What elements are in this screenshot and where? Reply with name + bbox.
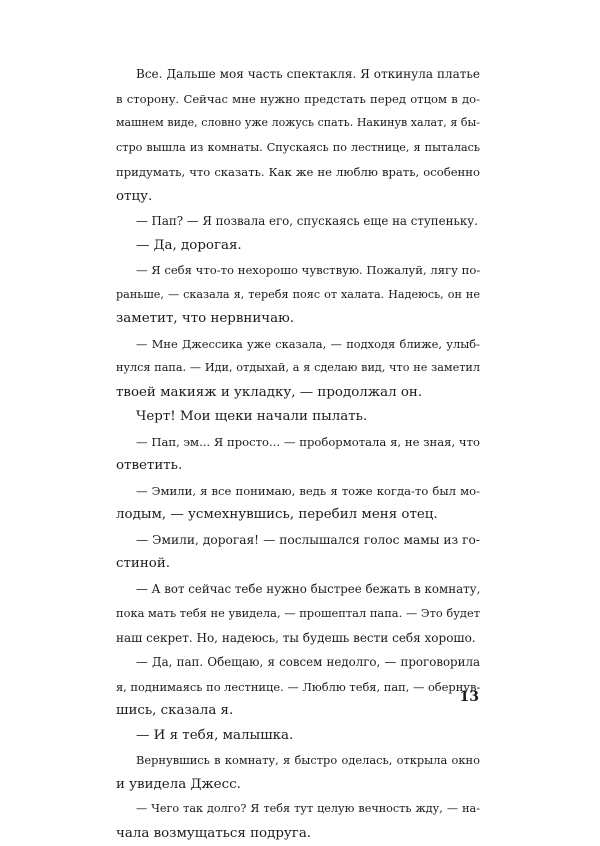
text-line: твоей макияж и укладку, — продолжал он.	[116, 381, 480, 406]
text-line: заметит, что нервничаю.	[116, 307, 480, 332]
text-line: машнем виде, словно уже ложусь спать. Накинув халат, я бы-	[116, 111, 480, 136]
text-line: раньше, — сказала я, теребя пояс от халата. Надеюсь, он не	[116, 283, 480, 308]
text-line: нулся папа. — Иди, отдыхай, а я сделаю вид, что не заметил	[116, 356, 480, 381]
text-line: — Да, пап. Обещаю, я совсем недолго, — проговорила	[116, 650, 480, 675]
text-line: — Мне Джессика уже сказала, — подходя ближе, улыб-	[116, 332, 480, 357]
text-line: Все. Дальше моя часть спектакля. Я откинула платье	[116, 62, 480, 87]
text-line: и увидела Джесс.	[116, 773, 480, 798]
text-line: — И я тебя, малышка.	[116, 724, 480, 749]
text-line: стро вышла из комнаты. Спускаясь по лестнице, я пыталась	[116, 136, 480, 161]
text-line: придумать, что сказать. Как же не люблю врать, особенно	[116, 160, 480, 185]
text-line: пока мать тебя не увидела, — прошептал папа. — Это будет	[116, 601, 480, 626]
text-line: ответить.	[116, 454, 480, 479]
text-line: — Эмили, я все понимаю, ведь я тоже когда-то был мо-	[116, 479, 480, 504]
text-line: — Да, дорогая.	[116, 234, 480, 259]
text-line: лодым, — усмехнувшись, перебил меня отец.	[116, 503, 480, 528]
page-number: 13	[460, 689, 479, 705]
text-line: — Я себя что-то нехорошо чувствую. Пожалуй, лягу по-	[116, 258, 480, 283]
text-line: Черт! Мои щеки начали пылать.	[116, 405, 480, 430]
text-line: — Пап? — Я позвала его, спускаясь еще на ступеньку.	[116, 209, 480, 234]
body-text	[116, 62, 480, 846]
text-line: — Чего так долго? Я тебя тут целую вечность жду, — на-	[116, 797, 480, 822]
text-line: стиной.	[116, 552, 480, 577]
text-line: шись, сказала я.	[116, 699, 480, 724]
text-line: наш секрет. Но, надеюсь, ты будешь вести себя хорошо.	[116, 626, 480, 651]
text-line: я, поднимаясь по лестнице. — Люблю тебя, пап, — обернув-	[116, 675, 480, 700]
text-line: отцу.	[116, 185, 480, 210]
text-line: Вернувшись в комнату, я быстро оделась, открыла окно	[116, 748, 480, 773]
text-line: в сторону. Сейчас мне нужно предстать перед отцом в до-	[116, 87, 480, 112]
text-line: — Пап, эм... Я просто... — пробормотала я, не зная, что	[116, 430, 480, 455]
text-line: — Эмили, дорогая! — послышался голос мамы из го-	[116, 528, 480, 553]
text-line: — А вот сейчас тебе нужно быстрее бежать в комнату,	[116, 577, 480, 602]
text-line: чала возмущаться подруга.	[116, 822, 480, 846]
